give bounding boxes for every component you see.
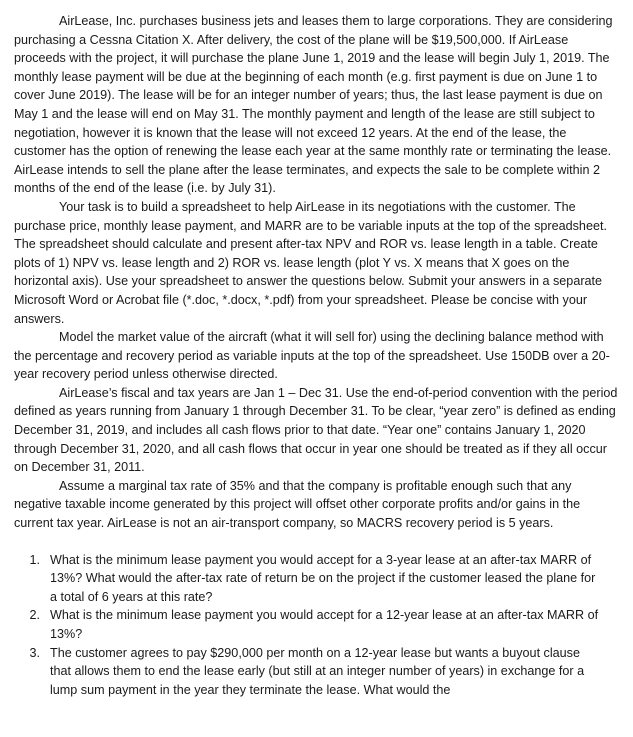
- paragraph-fiscal-year-convention: AirLease’s fiscal and tax years are Jan 1 – Dec 31. Use the end-of-period convention with the period defined as years running from January 1 through December 31. To be clear, “year zero” is defined as ending December 31, 2019, and includes all cash flows prior to that date. “Year one” contains January 1, 2020 through December 31, 2020, and all cash flows that occur in year one should be treated as if they all occur on December 31, 2011.: [14, 385, 618, 475]
- question-item-2: [14, 606, 619, 643]
- question-item-1: [14, 551, 619, 607]
- paragraph-project-overview: AirLease, Inc. purchases business jets and leases them to large corporations. They are considering purchasing a Cessna Citation X. After delivery, the cost of the plane will be $19,500,000. If AirLease proceeds with the project, it will purchase the plane June 1, 2019 and the lease will begin July 1, 2019. The monthly lease payment will be due at the beginning of each month (e.g. first payment is due on June 1 to cover June 2019). The lease will be for an integer number of years; thus, the last lease payment is due on May 1 and the lease will end on May 31. The monthly payment and length of the lease are still subject to negotiation, however it is known that the lease will not exceed 12 years. At the end of the lease, the customer has the option of renewing the lease each year at the same monthly rate or terminating the lease. AirLease intends to sell the plane after the lease terminates, and expects the sale to be complete within 2 months of the end of the lease (i.e. by July 31).: [14, 14, 613, 196]
- question-number: 2.: [29, 608, 40, 623]
- question-number: 3.: [29, 645, 40, 660]
- section-spacer: [14, 533, 619, 551]
- paragraph-market-value-model: Model the market value of the aircraft (what it will sell for) using the declining balance method with the percentage and recovery period as variable inputs at the top of the spreadsheet. Use 150DB over a 20-year recovery period unless otherwise directed.: [14, 330, 610, 382]
- question-text: The customer agrees to pay $290,000 per month on a 12-year lease but wants a buyout clause that allows them to end the lease early (but still at an integer number of years) in exchange for a lump sum payment in the year they terminate the lease. What would the: [50, 645, 585, 697]
- question-number: 1.: [29, 552, 40, 567]
- question-item-3: [14, 644, 619, 700]
- question-text: What is the minimum lease payment you would accept for a 12-year lease at an after-tax MARR of 13%?: [50, 608, 599, 641]
- paragraph-tax-assumptions: Assume a marginal tax rate of 35% and that the company is profitable enough such that any negative taxable income generated by this project will offset other corporate profits and/or gains in the current tax year. AirLease is not an air-transport company, so MACRS recovery period is 5 years.: [14, 478, 581, 531]
- question-list: [14, 551, 619, 700]
- question-text: What is the minimum lease payment you would accept for a 3-year lease at an after-tax MARR of 13%? What would the after-tax rate of return be on the project if the customer leased the plane for a total of 6 years at this rate?: [50, 552, 596, 604]
- paragraph-task-description: Your task is to build a spreadsheet to help AirLease in its negotiations with the customer. The purchase price, monthly lease payment, and MARR are to be variable inputs at the top of the spreadsheet. The spreadsheet should calculate and present after-tax NPV and ROR vs. lease length in a table. Create plots of 1) NPV vs. lease length and 2) ROR vs. lease length (plot Y vs. X means that X goes on the horizontal axis). Use your spreadsheet to answer the questions below. Submit your answers in a separate Microsoft Word or Acrobat file (*.doc, *.docx, *.pdf) from your spreadsheet. Please be concise with your answers.: [14, 199, 607, 326]
